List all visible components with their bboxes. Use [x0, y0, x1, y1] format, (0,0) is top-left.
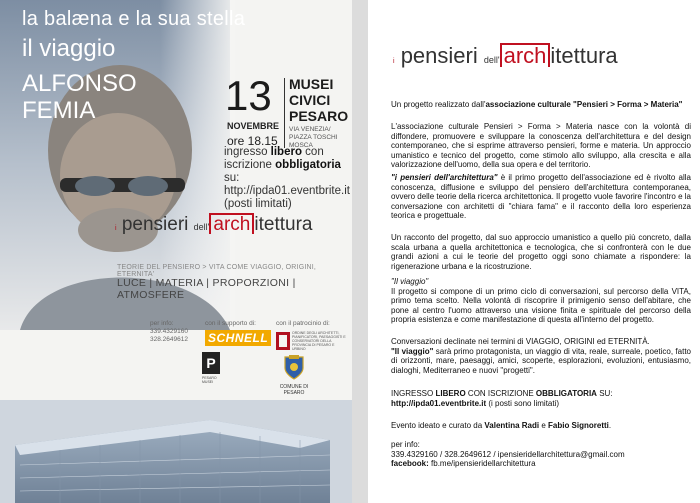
logo-part: dell': [193, 222, 210, 232]
venue-address: VIA VENEZIA/ PIAZZA TOSCHI MOSCA: [289, 126, 338, 149]
poster-author: [22, 70, 137, 124]
facebook-link[interactable]: fb.me/ipensieridellarchitettura: [428, 459, 536, 469]
registration-note: (posti limitati): [224, 198, 292, 210]
section-title: "Il viaggio": [391, 277, 429, 286]
registration-text: ingresso: [224, 146, 271, 158]
registration-link[interactable]: http://ipda01.eventbrite.it: [391, 398, 487, 408]
logo-part: i: [115, 225, 117, 232]
pensieri-architettura-logo: [393, 43, 618, 69]
paragraph-3: Un racconto del progetto, dal suo approccio umanistico a quello più concreto, dalla scala urbana a quella architettonica e tecnologica, che si confronterà con le due grandi azioni a cui le teorie del progetto oggi sono chiamate a rispondere: la rigenerazione urbana e la ricostruzione.: [391, 233, 691, 271]
text: sarà primo protagonista, un viaggio di vita, reale, surreale, poetico, fatto di orizzonti, mare, paesaggi, amici, scoperte, esplorazioni, evoluzioni, entusiasmo, dialoghi, Mediterraneo e nuovi "progetti".: [391, 346, 691, 375]
curator-line: [391, 421, 691, 431]
text: Il progetto si compone di un primo ciclo di conversazioni, sul percorso della VITA, primo tema scelto. Nella volontà di riscoprire il primigenio senso dell'abitare, che pone al centro l'uomo attraverso una visione finita e spirituale del percorso della propria esistenza e come manifestazione di questa all'interno del progetto.: [391, 286, 691, 325]
event-day: 13: [225, 72, 272, 119]
category-list: LUCE | MATERIA | PROPORZIONI | ATMOSFERE: [117, 277, 296, 301]
association-name: associazione culturale "Pensieri > Forma > Materia": [485, 100, 683, 109]
divider: [284, 78, 285, 148]
logo-part: arch: [503, 43, 547, 68]
logo-part: itettura: [254, 214, 313, 235]
text: Un progetto realizzato dall': [391, 100, 486, 109]
intro-paragraph: [391, 100, 691, 110]
event-month: NOVEMBRE: [227, 121, 280, 131]
logo-box: [500, 43, 551, 67]
registration-free: libero: [270, 146, 302, 158]
author-last-name: FEMIA: [22, 97, 96, 124]
registration-block: [391, 389, 691, 408]
registration-text: su:: [224, 172, 240, 184]
text: OBBLIGATORIA: [535, 389, 597, 398]
info-label: per info:: [391, 440, 420, 449]
project-name: "i pensieri dell'architettura": [391, 173, 498, 182]
facebook-label: facebook:: [391, 459, 429, 469]
venue-line: MUSEI: [289, 76, 334, 92]
contact-block: [391, 440, 691, 469]
comune-label: COMUNE DI PESARO: [279, 384, 309, 396]
poster-registration: [224, 146, 350, 211]
text: INGRESSO: [391, 389, 436, 398]
text: Conversazioni declinate nei termini di VIAGGIO, ORIGINI ed ETERNITÀ.: [391, 337, 650, 346]
curator-name: Valentina Radi: [484, 421, 540, 430]
comune-crest-icon: [283, 354, 305, 380]
schnell-logo: SCHNELL: [205, 330, 271, 346]
pesaro-musei-caption: PESARO MUSEI: [202, 376, 217, 384]
section-title: "Il viaggio": [391, 346, 434, 356]
paragraph-4: [391, 277, 691, 325]
curator-name: Fabio Signoretti: [548, 421, 609, 430]
text: SU:: [596, 389, 613, 398]
text: CON ISCRIZIONE: [465, 389, 536, 398]
paragraph-2: [391, 173, 691, 221]
info-label: per info:: [150, 320, 174, 327]
registration-text: con iscrizione: [224, 146, 324, 171]
text: LIBERO: [435, 389, 466, 398]
logo-part: pensieri: [121, 214, 189, 235]
poster-info: [150, 320, 198, 344]
registration-required: obbligatoria: [275, 159, 341, 171]
contact-info: 339.4329160 / 328.2649612 / ipensieridellarchitettura@gmail.com: [391, 449, 625, 459]
event-venue: [289, 76, 349, 124]
logo-part: i: [393, 58, 395, 65]
info-phone: 339.4329160: [150, 328, 188, 335]
venue-line: CIVICI: [289, 92, 331, 108]
pesaro-musei-logo: P: [202, 352, 220, 374]
author-first-name: ALFONSO: [22, 70, 137, 97]
registration-link[interactable]: http://ipda01.eventbrite.it: [224, 185, 350, 197]
logo-part: arch: [213, 214, 251, 235]
text: Evento ideato e curato da: [391, 421, 485, 430]
logo-box: [209, 213, 254, 234]
ordine-text: ORDINE DEGLI ARCHITETTI, PIANIFICATORI, PAESAGGISTI E CONSERVATORI DELLA PROVINCIA DI PESARO E URBINO: [292, 331, 346, 351]
logo-part: itettura: [550, 43, 618, 68]
poster-subtitle: la balæna e la sua stella: [22, 8, 246, 30]
info-phone: 328.2649612: [150, 336, 188, 343]
poster-title: il viaggio: [22, 35, 116, 62]
event-time: ore 18.15: [227, 134, 278, 148]
text: .: [608, 421, 612, 430]
paragraph-1: L'associazione culturale Pensieri > Forma > Materia nasce con la volontà di diffondere, promuovere e sviluppare la conoscenza dell'architettura e del design contemporaneo, che si esprime attraverso pensieri, forme e materia. Un approccio umanistico e tecnico del progetto, come stimolo allo sviluppo, alla crescita e alla valorizzazione dell'uomo, della sua opera e del territorio.: [391, 122, 691, 170]
venue-line: PESARO: [289, 108, 349, 124]
description-page: [368, 0, 700, 503]
support-label: con il supporto di:: [205, 320, 256, 327]
text: (i posti sono limitati): [486, 398, 560, 408]
logo-part: dell': [483, 55, 500, 65]
text: e: [539, 421, 548, 430]
logo-part: pensieri: [400, 43, 478, 68]
paragraph-5: [391, 337, 691, 375]
pensieri-architettura-logo: [115, 213, 312, 236]
patron-label: con il patrocinio di:: [276, 320, 330, 327]
theory-line: TEORIE DEL PENSIERO > VITA COME VIAGGIO, ORIGINI, ETERNITA': [117, 264, 317, 278]
text: è il primo progetto dell'associazione ed è rivolto alla conoscenza, diffusione e sviluppo del pensiero dell'architettura contemporanea, ovvero delle teorie della ricerca architettonica. Il progetto vuole favorire l'incontro e la conversazione con architetti di "chiara fama" e il racconto della loro esperienza teorica e progettuale.: [391, 173, 691, 221]
